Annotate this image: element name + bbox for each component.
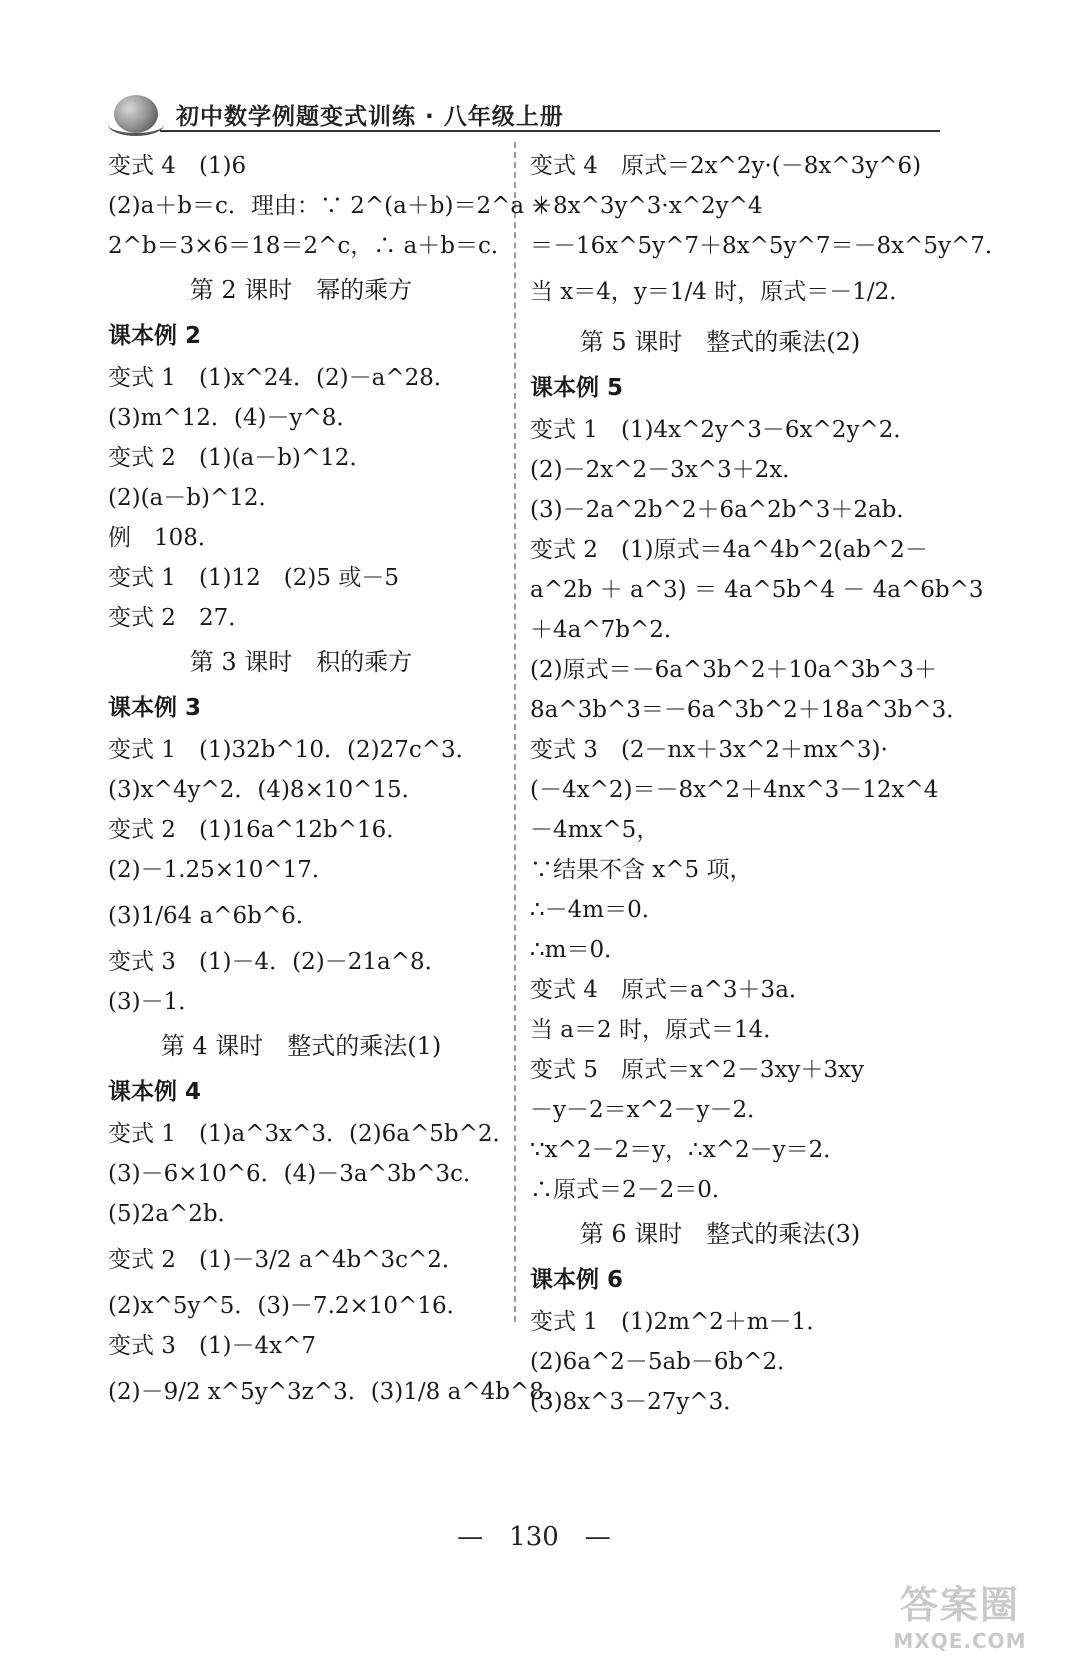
page-header: [108, 88, 564, 140]
answer-line: ＋4a^7b^2．: [530, 617, 687, 643]
answer-line: 变式 2 (1)16a^12b^16．: [108, 817, 410, 843]
answer-line: (2)原式＝－6a^3b^2＋10a^3b^3＋: [530, 657, 937, 683]
answer-line: (5)2a^2b．: [108, 1201, 241, 1227]
answer-line: ＋8x^3y^3·x^2y^4: [530, 193, 763, 219]
answer-line: (2)－1.25×10^17．: [108, 857, 335, 883]
answer-line: (2)6a^2－5ab－6b^2．: [530, 1349, 801, 1375]
answer-line: ∴原式＝2－2＝0．: [530, 1177, 735, 1203]
left-column: [108, 146, 567, 1418]
answer-line: 变式 1 (1)x^24．(2)－a^28．: [108, 365, 457, 391]
answer-line: 变式 4 (1)6: [108, 153, 247, 179]
answer-line: (2)－2x^2－3x^3＋2x．: [530, 457, 806, 483]
answer-line: 变式 1 (1)12 (2)5 或－5: [108, 565, 399, 591]
answer-line: ∴－4m＝0．: [530, 897, 665, 923]
answer-line: 变式 3 (1)－4．(2)－21a^8．: [108, 949, 448, 975]
page-number: — 130 —: [457, 1522, 611, 1552]
answer-line: 变式 2 27．: [108, 605, 252, 631]
answer-line: 8a^3b^3＝－6a^3b^2＋18a^3b^3．: [530, 697, 970, 723]
answer-line: (3)－1．: [108, 989, 202, 1015]
answer-line: 变式 4 原式＝2x^2y·(－8x^3y^6): [530, 153, 922, 179]
site-watermark: [860, 1570, 1060, 1656]
answer-line: (－4x^2)＝－8x^2＋4nx^3－12x^4: [530, 777, 939, 803]
answer-line: ＝－16x^5y^7＋8x^5y^7＝－8x^5y^7．: [530, 233, 1008, 259]
globe-logo-icon: [108, 91, 166, 137]
lesson-title: 第 5 课时 整式的乘法(2): [579, 328, 861, 356]
answer-line: ∴m＝0．: [530, 937, 628, 963]
lesson-title: 第 3 课时 积的乘方: [189, 648, 413, 676]
textbook-example-label: 课本例 5: [530, 375, 624, 401]
header-rule: [160, 130, 940, 132]
textbook-example-label: 课本例 4: [108, 1079, 202, 1105]
answer-line: (2)－9/2 x^5y^3z^3．(3)1/8 a^4b^8．: [108, 1379, 567, 1405]
answer-line: －y－2＝x^2－y－2．: [530, 1097, 771, 1123]
textbook-example-label: 课本例 6: [530, 1267, 624, 1293]
answer-line: (3)m^12．(4)－y^8．: [108, 405, 360, 431]
answer-line: (2)(a－b)^12．: [108, 485, 282, 511]
watermark-mark: 答案圈: [899, 1582, 1020, 1627]
answer-line: 变式 1 (1)32b^10．(2)27c^3．: [108, 737, 479, 763]
answer-line: 例 108．: [108, 525, 221, 551]
answer-line: 变式 1 (1)2m^2＋m－1．: [530, 1309, 830, 1335]
answer-line: 变式 1 (1)a^3x^3．(2)6a^5b^2．: [108, 1121, 516, 1147]
answer-line: 当 a＝2 时，原式＝14．: [530, 1017, 787, 1043]
answer-line: 变式 2 (1)(a－b)^12．: [108, 445, 373, 471]
answer-line: (3)8x^3－27y^3．: [530, 1389, 747, 1415]
answer-line: 变式 5 原式＝x^2－3xy＋3xy: [530, 1057, 865, 1083]
watermark-url: MXQE.COM: [893, 1628, 1027, 1653]
lesson-title: 第 4 课时 整式的乘法(1): [160, 1032, 442, 1060]
answer-line: (3)－2a^2b^2＋6a^2b^3＋2ab．: [530, 497, 920, 523]
answer-line: 变式 2 (1)原式＝4a^4b^2(ab^2－: [530, 537, 928, 563]
answer-line: 变式 1 (1)4x^2y^3－6x^2y^2．: [530, 417, 917, 443]
answer-line: (2)x^5y^5．(3)－7.2×10^16．: [108, 1293, 470, 1319]
answer-line: ∵结果不含 x^5 项，: [530, 857, 753, 883]
right-column: [530, 146, 1008, 1422]
answer-line: 变式 4 原式＝a^3＋3a．: [530, 977, 812, 1003]
answer-line: (3)1/64 a^6b^6．: [108, 903, 319, 929]
book-title: 初中数学例题变式训练 · 八年级上册: [176, 103, 564, 130]
answer-line: a^2b ＋ a^3) ＝ 4a^5b^4 － 4a^6b^3: [530, 577, 984, 603]
answer-line: －4mx^5，: [530, 817, 660, 843]
answer-line: 当 x＝4，y＝1/4 时，原式＝－1/2．: [530, 279, 913, 305]
textbook-example-label: 课本例 2: [108, 323, 202, 349]
lesson-title: 第 6 课时 整式的乘法(3): [579, 1220, 861, 1248]
textbook-example-label: 课本例 3: [108, 695, 202, 721]
lesson-title: 第 2 课时 幂的乘方: [189, 276, 413, 304]
answer-line: ∵x^2－2＝y，∴x^2－y＝2．: [530, 1137, 847, 1163]
answer-line: (3)－6×10^6．(4)－3a^3b^3c．: [108, 1161, 486, 1187]
answer-line: 变式 3 (2－nx＋3x^2＋mx^3)·: [530, 737, 888, 763]
answer-line: (3)x^4y^2．(4)8×10^15．: [108, 777, 425, 803]
answer-line: (2)a＋b＝c．理由：∵ 2^(a＋b)＝2^a ×: [108, 193, 551, 219]
answer-line: 变式 3 (1)－4x^7: [108, 1333, 317, 1359]
answer-line: 2^b＝3×6＝18＝2^c，∴ a＋b＝c．: [108, 233, 514, 259]
answer-line: 变式 2 (1)－3/2 a^4b^3c^2．: [108, 1247, 465, 1273]
